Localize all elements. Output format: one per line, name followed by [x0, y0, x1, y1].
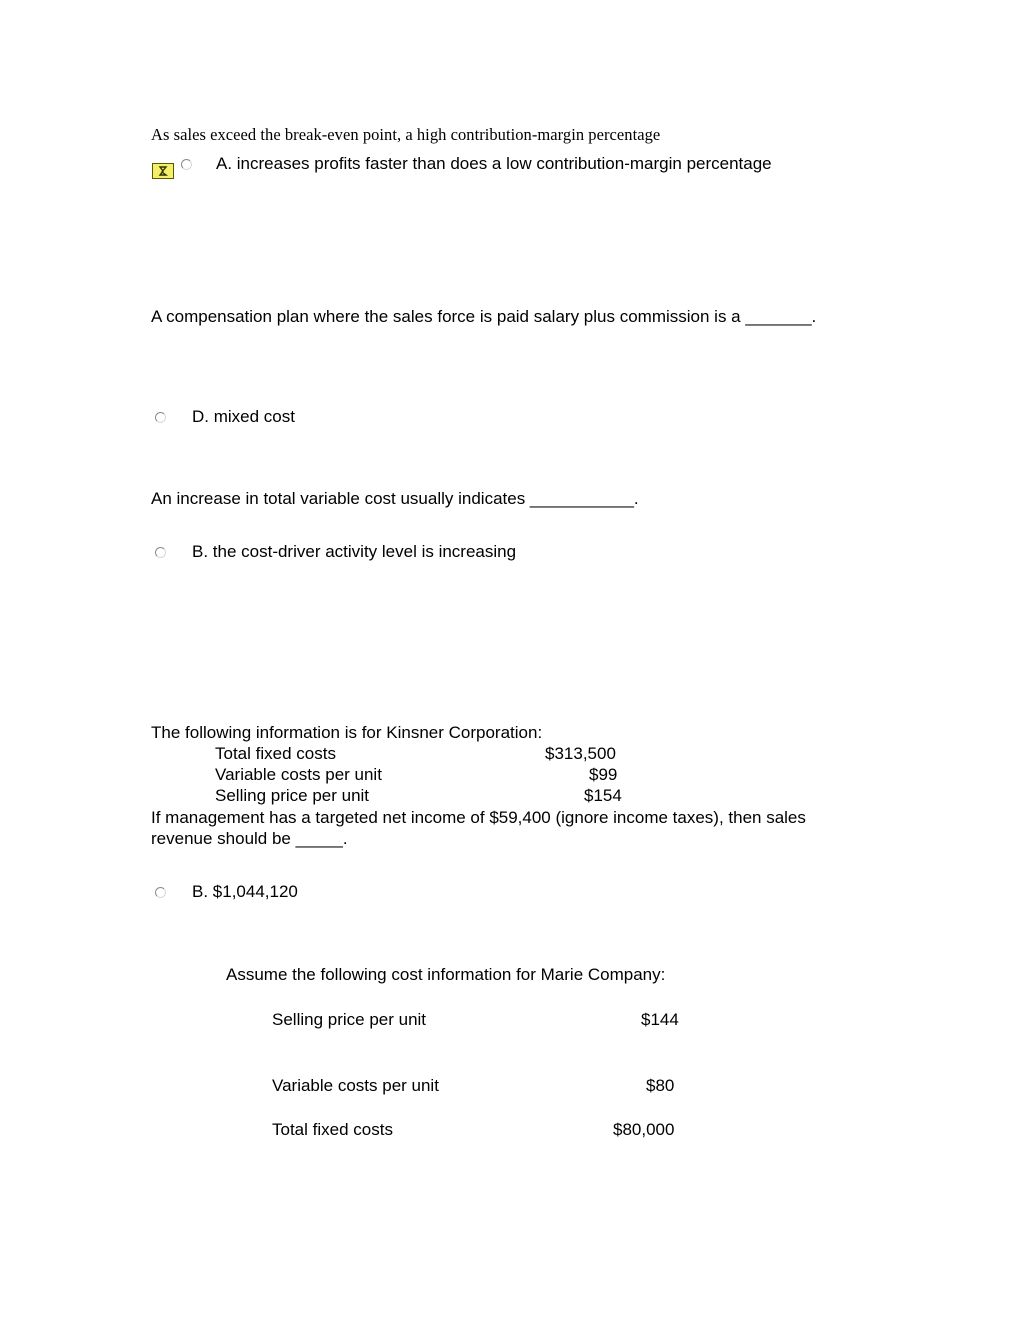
kinsner-row-value: $99: [589, 765, 618, 784]
question-2-text: A compensation plan where the sales force is paid salary plus commission is a _______.: [151, 307, 817, 326]
kinsner-row-label: Variable costs per unit: [215, 765, 382, 784]
kinsner-row-label: Total fixed costs: [215, 744, 336, 763]
marie-row-value: $80: [646, 1076, 675, 1095]
question-4-text-line2: revenue should be _____.: [151, 829, 348, 848]
radio-option-q3[interactable]: [155, 547, 166, 558]
marie-row-value: $80,000: [613, 1120, 675, 1139]
marie-row-label: Selling price per unit: [272, 1010, 427, 1029]
kinsner-row-value: $313,500: [545, 744, 616, 763]
answer-q2: D. mixed cost: [192, 407, 295, 426]
radio-option-q1[interactable]: [181, 159, 192, 170]
question-4-text-line1: If management has a targeted net income of $59,400 (ignore income taxes), then sales: [151, 808, 806, 827]
kinsner-row-label: Selling price per unit: [215, 786, 370, 805]
answer-q3: B. the cost-driver activity level is increasing: [192, 542, 517, 561]
radio-option-q2[interactable]: [155, 412, 166, 423]
kinsner-row-value: $154: [584, 786, 622, 805]
question-3-text: An increase in total variable cost usually indicates ___________.: [151, 489, 639, 508]
question-4-intro: The following information is for Kinsner Corporation:: [151, 723, 543, 742]
hint-icon[interactable]: [152, 163, 174, 179]
answer-q4: B. $1,044,120: [192, 882, 298, 901]
answer-q1: A. increases profits faster than does a low contribution-margin percentage: [216, 154, 772, 173]
radio-option-q4[interactable]: [155, 887, 166, 898]
marie-row-value: $144: [641, 1010, 679, 1029]
question-1-text: As sales exceed the break-even point, a high contribution-margin percentage: [151, 125, 661, 144]
question-5-intro: Assume the following cost information for Marie Company:: [226, 965, 666, 984]
marie-row-label: Variable costs per unit: [272, 1076, 439, 1095]
marie-row-label: Total fixed costs: [272, 1120, 393, 1139]
